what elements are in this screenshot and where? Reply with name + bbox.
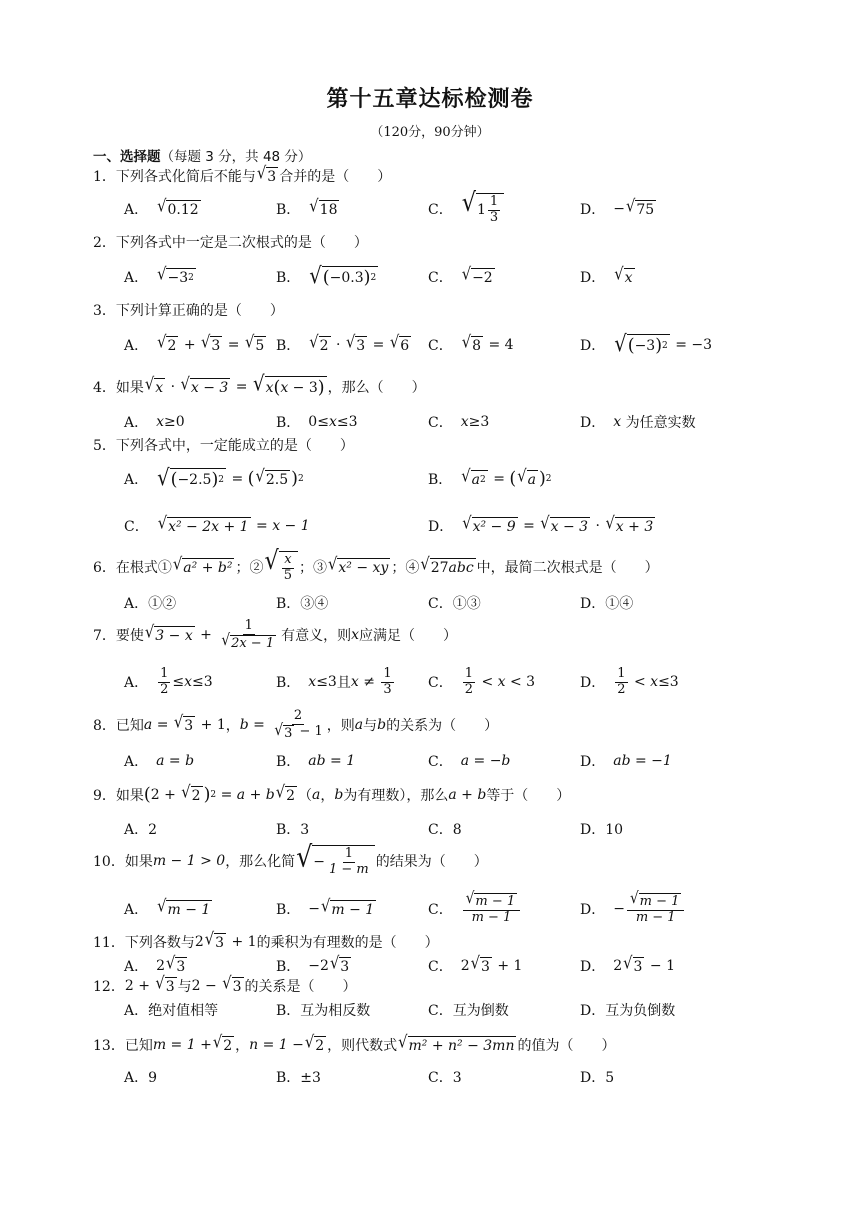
option-a[interactable]: A．2	[124, 822, 158, 838]
option-b[interactable]: B． √ 18	[276, 196, 338, 218]
question-stem: 1．下列各式化简后不能与	[93, 169, 256, 185]
option-b[interactable]: B．互为相反数	[276, 1003, 371, 1019]
option-d[interactable]: D． − √ m − 1 m − 1	[580, 892, 686, 926]
option-c[interactable]: C． a = −b	[428, 753, 511, 770]
option-b[interactable]: B． 0≤ x ≤3	[276, 414, 358, 431]
option-a[interactable]: A． √ ( −2.5 ) 2 = ( √ 2.5 ) 2	[124, 464, 304, 491]
option-c[interactable]: C．8	[428, 822, 462, 838]
option-a[interactable]: A． x ≥0	[124, 414, 185, 431]
question-9: 9．如果 ( 2 + √ 2 ) 2 = a + b √ 2 （ a ， b 为有理数），那么 a + b 等于（ ）	[93, 782, 571, 805]
option-b[interactable]: B． √ a 2 = ( √ a ) 2	[428, 466, 552, 489]
option-c[interactable]: C． √ −2	[428, 264, 493, 286]
option-b[interactable]: B． − √ m − 1	[276, 896, 375, 918]
option-d[interactable]: D． − √ 75	[580, 196, 655, 218]
question-5: 5．下列各式中，一定能成立的是（ ）	[93, 438, 354, 454]
option-b[interactable]: B． √ ( −0.3 ) 2	[276, 262, 377, 289]
option-d[interactable]: D． $\frac{1}{2}$ < x ≤3	[580, 665, 679, 697]
option-d[interactable]: D． √ ( −3 ) 2 = −3	[580, 330, 713, 357]
option-a[interactable]: A． a = b	[124, 753, 195, 770]
option-c[interactable]: C．①③	[428, 596, 481, 612]
question-2	[93, 227, 368, 257]
option-c[interactable]: C． √ 8 = 4	[428, 332, 514, 354]
question-1	[93, 161, 391, 191]
option-b[interactable]: B．③④	[276, 596, 329, 612]
sqrt-expression: √ 3	[256, 163, 277, 185]
option-a[interactable]: A． √ 0.12	[124, 196, 199, 218]
option-b[interactable]: B． √ 2 · √ 3 = √ 6	[276, 332, 410, 354]
option-d[interactable]: D． 2 √ 3 − 1	[580, 953, 675, 975]
option-a[interactable]: A． 2 √ 3	[124, 953, 186, 975]
question-12: 12． 2 + √ 3 与 2 − √ 3 的关系是（ ）	[93, 973, 357, 995]
option-a[interactable]: A． √ 2 + √ 3 = √ 5	[124, 332, 265, 354]
option-a[interactable]: A． $\frac{1}{2}$ ≤ x ≤3	[124, 665, 213, 697]
section-title: 一、选择题	[93, 149, 161, 165]
question-3	[93, 295, 284, 325]
question-stem: 3．下列计算正确的是（ ）	[93, 303, 284, 319]
option-a[interactable]: A． √ m − 1	[124, 896, 211, 918]
section-note: （每题 3 分，共 48 分）	[160, 149, 312, 165]
option-b[interactable]: B．3	[276, 822, 310, 838]
option-c[interactable]: C． √ x² − 2x + 1 = x − 1	[124, 513, 310, 535]
option-d[interactable]: D．互为负倒数	[580, 1003, 676, 1019]
option-c[interactable]: C． √ 1 $\frac{1}{3}$	[428, 192, 505, 226]
option-d[interactable]: D．5	[580, 1070, 615, 1086]
question-4: 4．如果 √ x · √ x − 3 = √ x ( x − 3 ) ，那么（ ）	[93, 372, 426, 398]
option-b[interactable]: B． x ≤3 且 x ≠ $\frac{1}{3}$	[276, 665, 392, 697]
question-6: 6．在根式① √ a² + b² ；② √ $\frac{x}{5}$ ；③ √ x² − xy ；④ √ 27 abc 中，最简二次根式是（ ）	[93, 545, 659, 583]
option-a[interactable]: A．绝对值相等	[124, 1003, 219, 1019]
question-11: 11．下列各数与 2 √ 3 + 1 的乘积为有理数的是（ ）	[93, 929, 439, 951]
option-c[interactable]: C． √ m − 1 m − 1	[428, 892, 522, 926]
question-stem: 2．下列各式中一定是二次根式的是（ ）	[93, 235, 368, 251]
option-d[interactable]: D． x 为任意实数	[580, 414, 696, 431]
option-c[interactable]: C． $\frac{1}{2}$ < x < 3	[428, 665, 536, 697]
option-d[interactable]: D．10	[580, 822, 624, 838]
option-c[interactable]: C．互为倒数	[428, 1003, 509, 1019]
option-c[interactable]: C．3	[428, 1070, 462, 1086]
question-8: 8．已知 a = √ 3 + 1 ， b = 2 √ 3 − 1 ，则 a 与 b 的关系为（ ）	[93, 707, 499, 741]
question-7: 7．要使 √ 3 − x + 1 √ 2x − 1 有意义，则 x 应满足（ ）	[93, 617, 457, 651]
option-a[interactable]: A． √ −3 2	[124, 264, 194, 286]
option-c[interactable]: C． x ≥3	[428, 414, 490, 431]
question-13: 13．已知 m = 1 + √ 2 ， n = 1 − √ 2 ，则代数式 √ m² + n² − 3mn 的值为（ ）	[93, 1032, 616, 1054]
option-d[interactable]: D． √ x	[580, 264, 633, 286]
option-a[interactable]: A．①②	[124, 596, 177, 612]
option-b[interactable]: B． ab = 1	[276, 753, 356, 770]
option-a[interactable]: A．9	[124, 1070, 158, 1086]
option-d[interactable]: D． ab = −1	[580, 753, 672, 770]
page-subtitle: （120分，90分钟）	[370, 125, 490, 140]
question-stem: 合并的是（ ）	[279, 169, 392, 185]
option-b[interactable]: B． −2 √ 3	[276, 953, 350, 975]
page-title: 第十五章达标检测卷	[326, 87, 534, 112]
question-10: 10．如果 m − 1 > 0 ，那么化简 √ − $\frac{1}{1 - m}$ 的结果为（ ）	[93, 839, 488, 877]
option-d[interactable]: D． √ x² − 9 = √ x − 3 · √ x + 3	[428, 513, 654, 535]
option-b[interactable]: B．±3	[276, 1070, 321, 1086]
option-c[interactable]: C． 2 √ 3 + 1	[428, 953, 523, 975]
option-d[interactable]: D．①④	[580, 596, 634, 612]
